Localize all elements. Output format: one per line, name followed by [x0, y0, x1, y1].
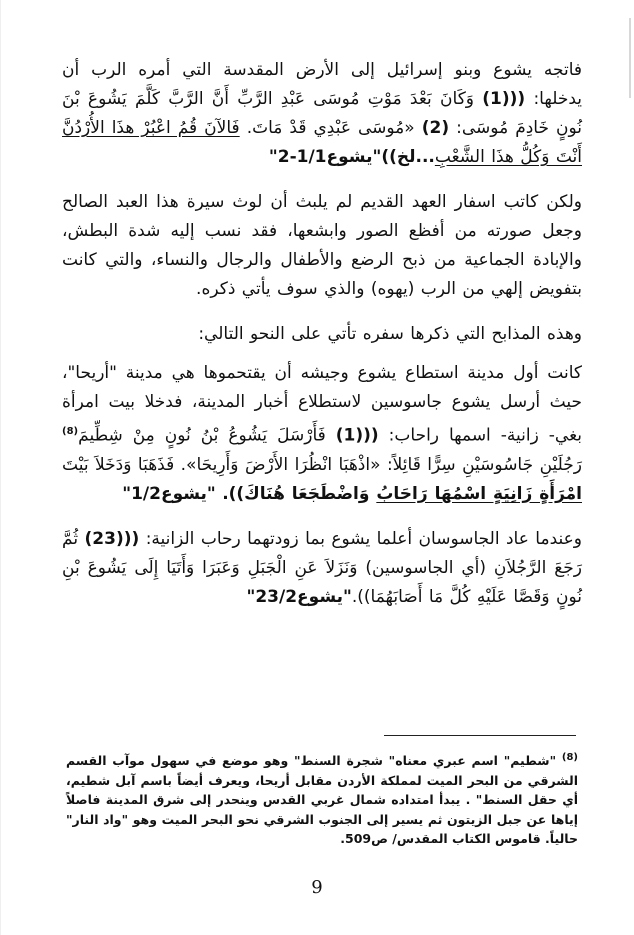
paragraph-1 [62, 56, 582, 172]
quote-text: ثُمَّ رَجَعَ الرَّجُلاَنِ (أي الجاسوسين) وَنَزَلاَ عَنِ الْجَبَلِ وَعَبَرَا وَأَتَيَا إِلَى يَشُوعَ بْنِ نُونٍ وَقَصَّا عَلَيْهِ كُلَّ مَا أَصَابَهُمَا)). [62, 528, 582, 607]
verse-ref: (1) [482, 89, 510, 109]
quote-open: (( [509, 89, 526, 109]
quote-end: ...لخ)) [381, 147, 435, 167]
paragraph-5-text: وعندما عاد الجاسوسان أعلما يشوع بما زودتهما رحاب الزانية: [139, 528, 582, 549]
paragraph-4 [62, 359, 582, 509]
footnote-divider [384, 735, 576, 736]
page-number: 9 [311, 877, 323, 898]
paragraph-4-text: كانت أول مدينة استطاع يشوع وجيشه أن يقتحموها هي مدينة "أريحا"، حيث أرسل يشوع جاسوسين لاستطلاع أخبار المدينة، فدخلا بيت امرأة بغي- زانية- اسمها راحاب: [62, 363, 582, 446]
quote-text: رَجُلَيْنِ جَاسُوسَيْنِ سِرًّا قَائِلاً: «اذْهَبَا انْظُرَا الأَرْضَ وَأَرِيحَا». فَذَهَبَا وَدَخَلاَ بَيْتَ [62, 454, 582, 475]
citation: "يشوع23/2" [246, 586, 352, 607]
paragraph-2: ولكن كاتب اسفار العهد القديم لم يلبث أن لوث سيرة هذا العبد الصالح وجعل صورته من أفظع الصور وابشعها، فقد نسب إليه شدة البطش، والإبادة الجماعية من ذبح الرضع والأطفال والرجال والنساء، والتي كانت بتفويض إلهي من الرب (يهوه) والذي سوف يأتي ذكره. [62, 192, 582, 299]
citation: "يشوع1/1-2" [268, 147, 382, 167]
paragraph-1-text: فاتجه يشوع وبنو إسرائيل إلى الأرض المقدسة التي أمره الرب أن يدخلها: [62, 60, 582, 109]
quote-open: (( [363, 425, 379, 446]
quote-text: وَكَانَ بَعْدَ مَوْتِ مُوسَى عَبْدِ الرَّبِّ أَنَّ الرَّبَّ كَلَّمَ يَشُوعَ بْنَ نُونٍ خَادِمَ مُوسَى: [62, 89, 582, 138]
scan-left-edge [0, 0, 1, 935]
verse-ref: (2) [421, 118, 450, 138]
footnote-mark: (8) [62, 426, 79, 437]
footnote-text: "شطيم" اسم عبري معناه" شجرة السنط" وهو موضع في سهول موآب القسم الشرقي من البحر الميت لمملكة الأردن مقابل أريحا، ويعرف أيضاً باسم آبل شطيم، أي حقل السنط" . يبدأ امتداده شمال غربي القدس وينحدر إلى شرق المدينة فاصلاً إياها عن جبل الزيتون ثم يسير إلى الجنوب الشرقي نحو البحر الميت وهو "واد النار" حالياً. قاموس الكتاب المقدس/ ص509. [66, 753, 578, 847]
verse-ref: (23) [84, 528, 124, 549]
quote-underlined: امْرَأَةٍ زَانِيَةٍ اسْمُهَا رَاحَابُ [376, 483, 582, 504]
paragraph-5 [62, 525, 582, 612]
quote-text: «مُوسَى عَبْدِي قَدْ مَاتَ. [239, 118, 422, 138]
quote-end: وَاضْطَجَعَا هُنَاكَ)). [222, 483, 377, 504]
footnote-number: (8) [561, 752, 578, 763]
quote-text: فَأَرْسَلَ يَشُوعُ بْنُ نُونٍ مِنْ شِطِّيمَ [78, 425, 336, 446]
paragraph-3: وهذه المذابح التي ذكرها سفره تأتي على النحو التالي: [198, 324, 582, 344]
page-body [62, 56, 582, 628]
quote-open: (( [123, 528, 140, 549]
quote-underlined: فَالآنَ قُمُ اعْبُرْ هذَا الأُرْدُنَّ أَنْتَ وَكُلُّ هذَا الشَّعْبِ [62, 118, 582, 167]
verse-ref: (1) [335, 425, 364, 446]
footnote [66, 748, 578, 849]
scan-edge-mark [629, 18, 631, 98]
citation: "يشوع1/2" [122, 483, 216, 504]
